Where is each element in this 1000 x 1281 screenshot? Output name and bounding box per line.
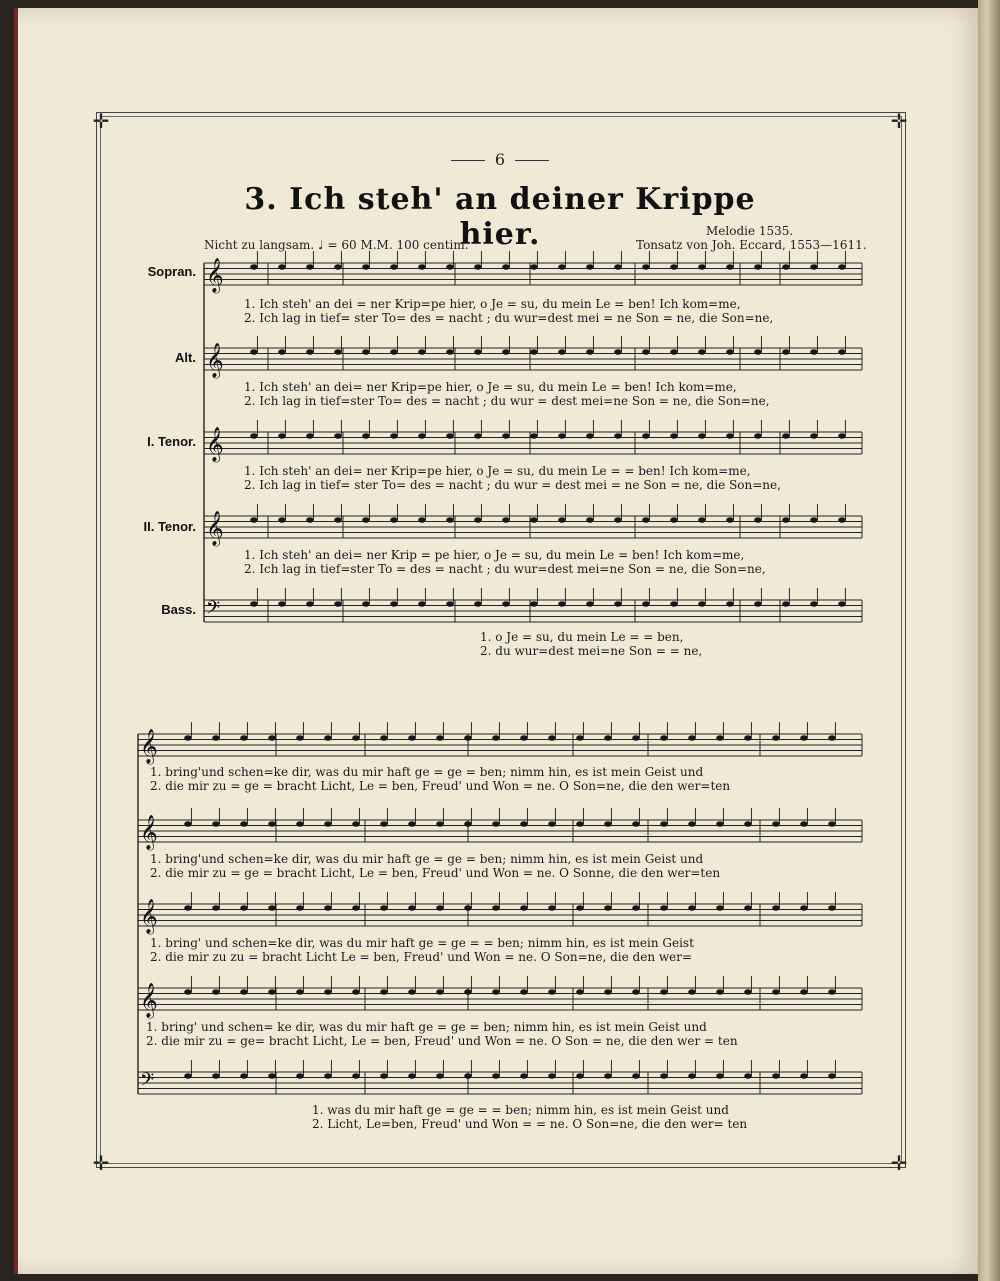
note-head bbox=[688, 989, 696, 995]
note-head bbox=[754, 517, 762, 523]
note-head bbox=[520, 735, 528, 741]
note-head bbox=[614, 601, 622, 607]
note-head bbox=[324, 905, 332, 911]
note-head bbox=[670, 517, 678, 523]
lyric-s2-bass-v1: 1. was du mir haft ge = ge = = ben; nimm hin, es ist mein Geist und bbox=[312, 1103, 729, 1117]
note-head bbox=[530, 433, 538, 439]
note-head bbox=[436, 821, 444, 827]
note-head bbox=[380, 821, 388, 827]
note-head bbox=[754, 349, 762, 355]
note-head bbox=[296, 1073, 304, 1079]
note-head bbox=[278, 433, 286, 439]
note-head bbox=[586, 349, 594, 355]
note-head bbox=[492, 735, 500, 741]
note-head bbox=[240, 1073, 248, 1079]
note-head bbox=[828, 989, 836, 995]
note-head bbox=[632, 735, 640, 741]
melody-note: Melodie 1535. bbox=[706, 224, 794, 238]
note-head bbox=[828, 735, 836, 741]
note-head bbox=[474, 601, 482, 607]
note-head bbox=[362, 433, 370, 439]
song-title: 3. Ich steh' an deiner Krippe hier. bbox=[244, 182, 756, 252]
note-head bbox=[782, 349, 790, 355]
note-head bbox=[352, 905, 360, 911]
note-head bbox=[698, 433, 706, 439]
note-head bbox=[408, 989, 416, 995]
note-head bbox=[380, 735, 388, 741]
treble-clef-icon: 𝄞 bbox=[140, 899, 158, 934]
note-head bbox=[436, 989, 444, 995]
lyric-s1-bass-v2: 2. du wur=dest mei=ne Son = = ne, bbox=[480, 644, 703, 658]
note-head bbox=[670, 264, 678, 270]
note-head bbox=[324, 821, 332, 827]
note-head bbox=[324, 989, 332, 995]
note-head bbox=[464, 1073, 472, 1079]
note-head bbox=[782, 433, 790, 439]
note-head bbox=[520, 821, 528, 827]
note-head bbox=[800, 989, 808, 995]
note-head bbox=[418, 264, 426, 270]
corner-ornament-top-right-icon: ✛ bbox=[890, 109, 908, 133]
lyric-s2-alto-v1: 1. bring'und schen=ke dir, was du mir haft ge = ge = ben; nimm hin, es ist mein Geist und bbox=[150, 852, 704, 866]
note-head bbox=[296, 989, 304, 995]
note-head bbox=[604, 989, 612, 995]
note-head bbox=[558, 517, 566, 523]
note-head bbox=[418, 349, 426, 355]
voice-label-bass: Bass. bbox=[161, 602, 196, 617]
note-head bbox=[212, 735, 220, 741]
note-head bbox=[530, 264, 538, 270]
lyric-s1-tenor1-v1: 1. Ich steh' an dei= ner Krip=pe hier, o Je = su, du mein Le = = ben! Ich kom=me, bbox=[244, 464, 751, 478]
note-head bbox=[184, 1073, 192, 1079]
page-number: 6 bbox=[440, 150, 560, 169]
note-head bbox=[548, 905, 556, 911]
note-head bbox=[800, 1073, 808, 1079]
note-head bbox=[502, 349, 510, 355]
note-head bbox=[726, 349, 734, 355]
note-head bbox=[660, 905, 668, 911]
note-head bbox=[446, 433, 454, 439]
note-head bbox=[604, 1073, 612, 1079]
note-head bbox=[390, 264, 398, 270]
note-head bbox=[614, 517, 622, 523]
note-head bbox=[670, 349, 678, 355]
note-head bbox=[474, 433, 482, 439]
note-head bbox=[296, 735, 304, 741]
note-head bbox=[698, 349, 706, 355]
note-head bbox=[810, 433, 818, 439]
lyric-s1-tenor2-v2: 2. Ich lag in tief=ster To = des = nacht ; du wur=dest mei=ne Son = ne, die Son=ne, bbox=[244, 562, 766, 576]
lyric-s1-bass-v1: 1. o Je = su, du mein Le = = ben, bbox=[480, 630, 684, 644]
note-head bbox=[446, 349, 454, 355]
note-head bbox=[362, 601, 370, 607]
note-head bbox=[838, 349, 846, 355]
note-head bbox=[576, 989, 584, 995]
note-head bbox=[716, 989, 724, 995]
staff-s2-2 bbox=[138, 899, 862, 935]
note-head bbox=[632, 1073, 640, 1079]
lyric-s2-soprano-v2: 2. die mir zu = ge = bracht Licht, Le = ben, Freud' und Won = ne. O Son=ne, die den wer=ten bbox=[150, 779, 731, 793]
lyric-s2-tenor1-v1: 1. bring' und schen=ke dir, was du mir haft ge = ge = = ben; nimm hin, es ist mein Geist bbox=[150, 936, 694, 950]
tempo-marking: Nicht zu langsam. ♩ = 60 M.M. 100 centim. bbox=[204, 238, 469, 252]
note-head bbox=[250, 349, 258, 355]
note-head bbox=[642, 349, 650, 355]
note-head bbox=[362, 349, 370, 355]
staff-s1-0 bbox=[204, 258, 862, 294]
note-head bbox=[530, 349, 538, 355]
staff-s2-0 bbox=[138, 729, 862, 765]
note-head bbox=[334, 349, 342, 355]
note-head bbox=[754, 433, 762, 439]
note-head bbox=[632, 821, 640, 827]
note-head bbox=[492, 1073, 500, 1079]
note-head bbox=[436, 735, 444, 741]
note-head bbox=[250, 517, 258, 523]
note-head bbox=[446, 517, 454, 523]
note-head bbox=[352, 735, 360, 741]
staff-s1-2 bbox=[204, 427, 862, 463]
note-head bbox=[240, 989, 248, 995]
note-head bbox=[558, 264, 566, 270]
note-head bbox=[352, 1073, 360, 1079]
note-head bbox=[212, 1073, 220, 1079]
staff-s2-3 bbox=[138, 983, 862, 1019]
note-head bbox=[716, 735, 724, 741]
lyric-s1-soprano-v1: 1. Ich steh' an dei = ner Krip=pe hier, o Je = su, du mein Le = ben! Ich kom=me, bbox=[244, 297, 741, 311]
note-head bbox=[772, 905, 780, 911]
note-head bbox=[464, 905, 472, 911]
note-head bbox=[184, 821, 192, 827]
note-head bbox=[268, 735, 276, 741]
note-head bbox=[838, 433, 846, 439]
note-head bbox=[716, 1073, 724, 1079]
note-head bbox=[614, 349, 622, 355]
note-head bbox=[474, 349, 482, 355]
note-head bbox=[380, 905, 388, 911]
note-head bbox=[688, 1073, 696, 1079]
note-head bbox=[278, 349, 286, 355]
note-head bbox=[306, 517, 314, 523]
note-head bbox=[688, 735, 696, 741]
note-head bbox=[614, 264, 622, 270]
note-head bbox=[278, 517, 286, 523]
note-head bbox=[306, 264, 314, 270]
note-head bbox=[184, 989, 192, 995]
note-head bbox=[586, 517, 594, 523]
note-head bbox=[474, 517, 482, 523]
note-head bbox=[502, 601, 510, 607]
note-head bbox=[782, 264, 790, 270]
lyric-s2-alto-v2: 2. die mir zu = ge = bracht Licht, Le = ben, Freud' und Won = ne. O Sonne, die den wer=ten bbox=[150, 866, 721, 880]
note-head bbox=[642, 601, 650, 607]
note-head bbox=[408, 735, 416, 741]
lyric-s1-tenor2-v1: 1. Ich steh' an dei= ner Krip = pe hier, o Je = su, du mein Le = ben! Ich kom=me, bbox=[244, 548, 745, 562]
note-head bbox=[390, 601, 398, 607]
note-head bbox=[558, 433, 566, 439]
note-head bbox=[520, 1073, 528, 1079]
note-head bbox=[614, 433, 622, 439]
note-head bbox=[520, 905, 528, 911]
note-head bbox=[334, 517, 342, 523]
treble-clef-icon: 𝄞 bbox=[206, 427, 224, 462]
note-head bbox=[380, 989, 388, 995]
note-head bbox=[604, 905, 612, 911]
voice-label-alto: Alt. bbox=[175, 350, 196, 365]
note-head bbox=[250, 264, 258, 270]
note-head bbox=[558, 349, 566, 355]
note-head bbox=[408, 1073, 416, 1079]
note-head bbox=[268, 1073, 276, 1079]
bass-clef-icon: 𝄢 bbox=[206, 598, 221, 623]
treble-clef-icon: 𝄞 bbox=[140, 729, 158, 764]
note-head bbox=[838, 264, 846, 270]
note-head bbox=[352, 989, 360, 995]
note-head bbox=[334, 433, 342, 439]
note-head bbox=[810, 517, 818, 523]
note-head bbox=[212, 821, 220, 827]
note-head bbox=[464, 821, 472, 827]
note-head bbox=[726, 433, 734, 439]
note-head bbox=[278, 601, 286, 607]
note-head bbox=[408, 821, 416, 827]
note-head bbox=[716, 905, 724, 911]
note-head bbox=[744, 989, 752, 995]
note-head bbox=[408, 905, 416, 911]
note-head bbox=[362, 264, 370, 270]
note-head bbox=[632, 989, 640, 995]
note-head bbox=[660, 735, 668, 741]
note-head bbox=[800, 735, 808, 741]
note-head bbox=[800, 821, 808, 827]
treble-clef-icon: 𝄞 bbox=[206, 511, 224, 546]
lyric-s1-alto-v1: 1. Ich steh' an dei= ner Krip=pe hier, o Je = su, du mein Le = ben! Ich kom=me, bbox=[244, 380, 737, 394]
note-head bbox=[576, 821, 584, 827]
note-head bbox=[810, 349, 818, 355]
corner-ornament-bottom-left-icon: ✛ bbox=[92, 1151, 110, 1175]
note-head bbox=[716, 821, 724, 827]
note-head bbox=[586, 433, 594, 439]
note-head bbox=[660, 989, 668, 995]
note-head bbox=[352, 821, 360, 827]
voice-label-tenor1: I. Tenor. bbox=[147, 434, 196, 449]
note-head bbox=[754, 601, 762, 607]
note-head bbox=[296, 905, 304, 911]
note-head bbox=[390, 433, 398, 439]
note-head bbox=[726, 517, 734, 523]
staff-s2-4 bbox=[138, 1070, 862, 1095]
note-head bbox=[660, 1073, 668, 1079]
note-head bbox=[772, 821, 780, 827]
lyric-s2-tenor2-v1: 1. bring' und schen= ke dir, was du mir haft ge = ge = ben; nimm hin, es ist mein Geist und bbox=[146, 1020, 707, 1034]
note-head bbox=[828, 1073, 836, 1079]
note-head bbox=[250, 433, 258, 439]
note-head bbox=[698, 264, 706, 270]
lyric-s2-tenor2-v2: 2. die mir zu = ge= bracht Licht, Le = ben, Freud' und Won = ne. O Son = ne, die den wer = ten bbox=[146, 1034, 738, 1048]
note-head bbox=[744, 821, 752, 827]
note-head bbox=[548, 1073, 556, 1079]
treble-clef-icon: 𝄞 bbox=[140, 983, 158, 1018]
note-head bbox=[446, 601, 454, 607]
note-head bbox=[670, 433, 678, 439]
note-head bbox=[688, 821, 696, 827]
note-head bbox=[502, 517, 510, 523]
note-head bbox=[604, 735, 612, 741]
lyric-s2-bass-v2: 2. Licht, Le=ben, Freud' und Won = = ne. O Son=ne, die den wer= ten bbox=[312, 1117, 748, 1131]
note-head bbox=[492, 905, 500, 911]
note-head bbox=[334, 601, 342, 607]
note-head bbox=[642, 517, 650, 523]
note-head bbox=[586, 601, 594, 607]
lyric-s2-soprano-v1: 1. bring'und schen=ke dir, was du mir haft ge = ge = ben; nimm hin, es ist mein Geist und bbox=[150, 765, 704, 779]
lyric-s2-tenor1-v2: 2. die mir zu zu = bracht Licht Le = ben, Freud' und Won = ne. O Son=ne, die den wer= bbox=[150, 950, 693, 964]
note-head bbox=[670, 601, 678, 607]
note-head bbox=[184, 735, 192, 741]
note-head bbox=[782, 601, 790, 607]
note-head bbox=[334, 264, 342, 270]
note-head bbox=[324, 1073, 332, 1079]
note-head bbox=[418, 601, 426, 607]
note-head bbox=[212, 905, 220, 911]
note-head bbox=[772, 735, 780, 741]
note-head bbox=[632, 905, 640, 911]
note-head bbox=[530, 601, 538, 607]
note-head bbox=[436, 905, 444, 911]
note-head bbox=[660, 821, 668, 827]
note-head bbox=[744, 735, 752, 741]
note-head bbox=[306, 433, 314, 439]
note-head bbox=[464, 989, 472, 995]
staff-s1-3 bbox=[204, 511, 862, 547]
note-head bbox=[548, 821, 556, 827]
note-head bbox=[240, 905, 248, 911]
treble-clef-icon: 𝄞 bbox=[206, 343, 224, 378]
note-head bbox=[576, 1073, 584, 1079]
note-head bbox=[268, 821, 276, 827]
note-head bbox=[586, 264, 594, 270]
treble-clef-icon: 𝄞 bbox=[206, 258, 224, 293]
note-head bbox=[324, 735, 332, 741]
corner-ornament-top-left-icon: ✛ bbox=[92, 109, 110, 133]
note-head bbox=[576, 735, 584, 741]
note-head bbox=[576, 905, 584, 911]
note-head bbox=[464, 735, 472, 741]
note-head bbox=[446, 264, 454, 270]
note-head bbox=[390, 517, 398, 523]
corner-ornament-bottom-right-icon: ✛ bbox=[890, 1151, 908, 1175]
note-head bbox=[828, 821, 836, 827]
note-head bbox=[800, 905, 808, 911]
note-head bbox=[306, 349, 314, 355]
note-head bbox=[548, 735, 556, 741]
note-head bbox=[362, 517, 370, 523]
note-head bbox=[212, 989, 220, 995]
note-head bbox=[492, 989, 500, 995]
note-head bbox=[810, 264, 818, 270]
lyric-s1-soprano-v2: 2. Ich lag in tief= ster To= des = nacht ; du wur=dest mei = ne Son = ne, die Son=ne, bbox=[244, 311, 774, 325]
note-head bbox=[688, 905, 696, 911]
note-head bbox=[306, 601, 314, 607]
note-head bbox=[838, 601, 846, 607]
note-head bbox=[726, 264, 734, 270]
lyric-s1-tenor1-v2: 2. Ich lag in tief= ster To= des = nacht ; du wur = dest mei = ne Son = ne, die Son=ne, bbox=[244, 478, 781, 492]
note-head bbox=[474, 264, 482, 270]
note-head bbox=[240, 821, 248, 827]
note-head bbox=[184, 905, 192, 911]
note-head bbox=[782, 517, 790, 523]
note-head bbox=[548, 989, 556, 995]
note-head bbox=[502, 433, 510, 439]
note-head bbox=[604, 821, 612, 827]
staff-s1-1 bbox=[204, 343, 862, 379]
staff-s2-1 bbox=[138, 815, 862, 851]
note-head bbox=[436, 1073, 444, 1079]
note-head bbox=[296, 821, 304, 827]
note-head bbox=[418, 433, 426, 439]
note-head bbox=[390, 349, 398, 355]
note-head bbox=[418, 517, 426, 523]
lyric-s1-alto-v2: 2. Ich lag in tief=ster To= des = nacht ; du wur = dest mei=ne Son = ne, die Son=ne, bbox=[244, 394, 770, 408]
note-head bbox=[754, 264, 762, 270]
note-head bbox=[642, 433, 650, 439]
note-head bbox=[520, 989, 528, 995]
treble-clef-icon: 𝄞 bbox=[140, 815, 158, 850]
note-head bbox=[502, 264, 510, 270]
note-head bbox=[268, 905, 276, 911]
note-head bbox=[240, 735, 248, 741]
note-head bbox=[772, 1073, 780, 1079]
bass-clef-icon: 𝄢 bbox=[140, 1070, 155, 1095]
note-head bbox=[744, 1073, 752, 1079]
note-head bbox=[492, 821, 500, 827]
composer-credit: Tonsatz von Joh. Eccard, 1553—1611. bbox=[636, 238, 867, 252]
note-head bbox=[838, 517, 846, 523]
note-head bbox=[642, 264, 650, 270]
note-head bbox=[744, 905, 752, 911]
note-head bbox=[380, 1073, 388, 1079]
note-head bbox=[530, 517, 538, 523]
voice-label-soprano: Sopran. bbox=[147, 264, 196, 279]
note-head bbox=[810, 601, 818, 607]
note-head bbox=[828, 905, 836, 911]
note-head bbox=[698, 601, 706, 607]
note-head bbox=[250, 601, 258, 607]
voice-label-tenor2: II. Tenor. bbox=[143, 519, 196, 534]
note-head bbox=[772, 989, 780, 995]
note-head bbox=[278, 264, 286, 270]
note-head bbox=[726, 601, 734, 607]
note-head bbox=[558, 601, 566, 607]
note-head bbox=[698, 517, 706, 523]
note-head bbox=[268, 989, 276, 995]
